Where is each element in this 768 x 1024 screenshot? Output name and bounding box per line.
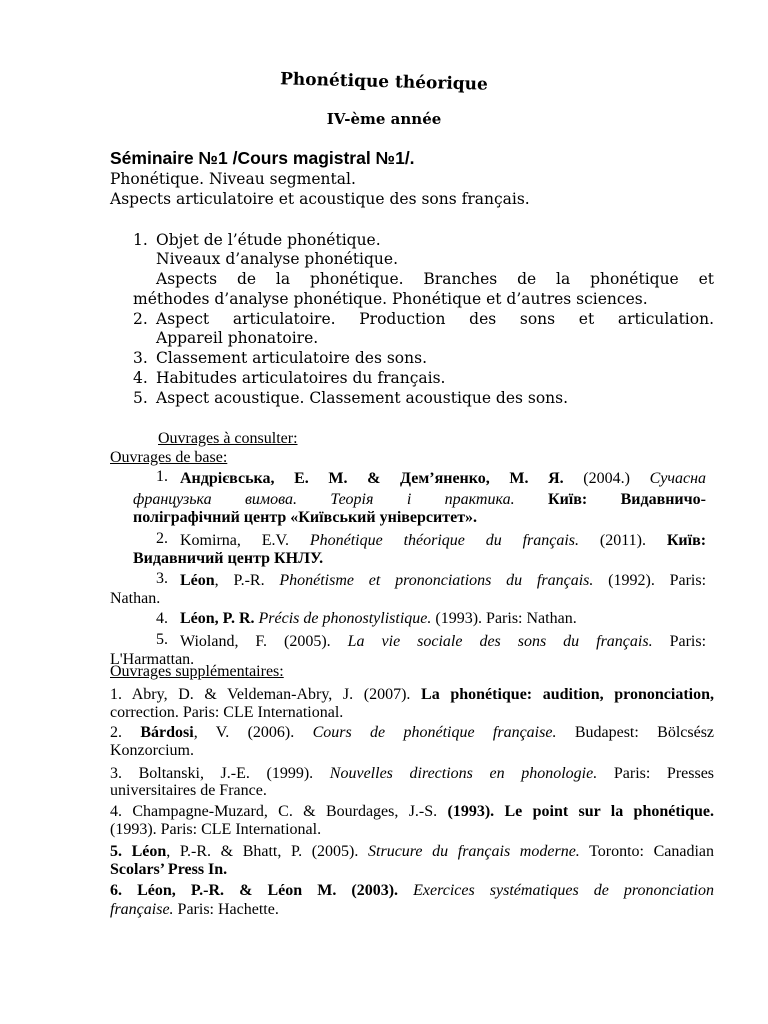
base-ref-3-line-1 (180, 570, 706, 591)
supp-ref-1-title: La phonétique: audition, prononciation, (421, 686, 715, 703)
supp-ref-2-publisher-b: Konzorcium. (110, 742, 194, 759)
seminar-topic-line-1: Phonétique. Niveau segmental. (110, 170, 356, 188)
base-ref-2-number: 2. (156, 530, 168, 547)
seminar-heading: Séminaire №1 /Cours magistral №1/. (110, 148, 415, 168)
supp-ref-6-authors: 6. Léon, P.-R. & Léon M. (2003). (110, 882, 399, 899)
supp-ref-5-publisher-b: Scolars’ Press In. (110, 861, 228, 878)
base-ref-2-year: (2011). (599, 532, 646, 549)
base-ref-5-publisher-a: Paris: (669, 633, 707, 650)
supp-ref-5-author: Léon (131, 843, 167, 860)
supp-ref-1-line-2: correction. Paris: CLE International. (110, 704, 344, 721)
outline-item-2a: Aspect articulatoire. Production des sons et articulation. (156, 310, 714, 328)
base-ref-5-line-1 (180, 631, 706, 652)
supp-ref-4-line-2: (1993). Paris: CLE International. (110, 821, 322, 838)
supp-ref-2-publisher-a: Budapest: Bölcsész (574, 724, 715, 741)
outline-number-2: 2. (133, 310, 148, 328)
outline-number-1: 1. (133, 231, 148, 249)
base-ref-1-line-2 (133, 489, 706, 510)
supp-ref-1-authors: 1. Abry, D. & Veldeman-Abry, J. (2007). (110, 686, 411, 703)
base-ref-5-publisher-b: L'Harmattan. (110, 651, 195, 668)
outline-number-4: 4. (133, 369, 148, 387)
base-ref-3-author-rest: , P.-R. (214, 572, 265, 589)
outline-item-2b: Appareil phonatoire. (156, 329, 319, 347)
supp-ref-4-year: (1993). (447, 803, 495, 820)
base-ref-1-line-1 (180, 468, 706, 489)
base-ref-2-author: Komirna, E.V. (180, 532, 289, 549)
base-ref-3-publisher-b: Nathan. (110, 590, 161, 607)
supp-ref-3-authors: 3. Boltanski, J.-E. (1999). (110, 765, 314, 782)
outline-item-1a: Objet de l’étude phonétique. (156, 231, 381, 249)
base-ref-4-author: Léon, P. R. (180, 610, 255, 627)
outline-number-3: 3. (133, 349, 148, 367)
supp-ref-5-authors-rest: , P.-R. & Bhatt, P. (2005). (166, 843, 359, 860)
document-subtitle: IV-ème année (326, 110, 442, 128)
consult-heading: Ouvrages à consulter: (158, 430, 298, 447)
outline-item-5: Aspect acoustique. Classement acoustique des sons. (156, 389, 569, 407)
supp-ref-4-authors: 4. Champagne-Muzard, C. & Bourdages, J.-S. (110, 803, 438, 820)
supp-ref-3-publisher-a: Paris: Presses (613, 765, 715, 782)
base-ref-1-publisher-a: Київ: Видавничо- (547, 491, 707, 508)
supp-ref-5-line-1 (110, 841, 714, 862)
base-ref-3-author: Léon (180, 572, 215, 589)
supp-ref-6-publisher: Paris: Hachette. (177, 901, 279, 918)
outline-item-4: Habitudes articulatoires du français. (156, 369, 446, 387)
base-ref-4-title: Précis de phonostylistique. (258, 610, 432, 627)
base-ref-4-line (180, 610, 577, 628)
supp-ref-3-title: Nouvelles directions en phonologie. (329, 765, 598, 782)
base-ref-1-publisher-b: поліграфічний центр «Київський університет». (133, 509, 478, 526)
base-ref-2-publisher-b: Видавничий центр КНЛУ. (133, 550, 324, 567)
base-ref-2-title: Phonétique théorique du français. (309, 532, 580, 549)
supp-ref-5-number: 5. (110, 843, 122, 860)
base-ref-1-title-b: французька вимова. Теорія і практика. (133, 491, 515, 508)
base-ref-2-publisher-a: Київ: (666, 532, 707, 549)
supp-ref-6-line-1 (110, 880, 714, 901)
supp-ref-2-line-1 (110, 722, 714, 743)
supp-ref-5-line-2 (110, 861, 227, 879)
outline-number-5: 5. (133, 389, 148, 407)
document-title: Phonétique théorique (279, 69, 489, 95)
base-ref-1-line-3 (133, 509, 477, 527)
supp-ref-3-line-1 (110, 763, 714, 784)
base-works-heading: Ouvrages de base: (110, 449, 228, 466)
base-ref-3-title: Phonétisme et prononciations du français. (279, 572, 594, 589)
seminar-topic-line-2: Aspects articulatoire et acoustique des sons français. (110, 190, 530, 208)
base-ref-5-author: Wioland, F. (2005). (180, 633, 331, 650)
base-ref-2-line-1 (180, 530, 706, 551)
supp-ref-4-line-1 (110, 801, 714, 822)
supplementary-heading: Ouvrages supplémentaires: (110, 663, 284, 680)
base-ref-4-rest: (1993). Paris: Nathan. (435, 610, 577, 627)
base-ref-1-authors: Андрієвська, Е. М. & Дем’яненко, М. Я. (180, 470, 564, 487)
base-ref-1-number: 1. (156, 468, 168, 485)
supp-ref-4-title: Le point sur la phonétique. (504, 803, 715, 820)
base-ref-1-title-a: Сучасна (649, 470, 707, 487)
supp-ref-5-publisher-a: Toronto: Canadian (589, 843, 715, 860)
base-ref-1-year: (2004.) (583, 470, 630, 487)
outline-item-1c-line-1: Aspects de la phonétique. Branches de la phonétique et (156, 270, 714, 288)
supp-ref-2-title: Cours de phonétique française. (312, 724, 557, 741)
supp-ref-2-year: , V. (2006). (193, 724, 295, 741)
base-ref-4-number: 4. (156, 610, 168, 627)
outline-item-3: Classement articulatoire des sons. (156, 349, 428, 367)
base-ref-3-number: 3. (156, 570, 168, 587)
supp-ref-2-number: 2. (110, 724, 122, 741)
base-ref-3-year-publisher: (1992). Paris: (608, 572, 707, 589)
supp-ref-1-line-1 (110, 684, 714, 705)
base-ref-2-line-2 (133, 550, 323, 568)
supp-ref-2-author: Bárdosi (140, 724, 194, 741)
supp-ref-6-title-a: Exercices systématiques de prononciation (413, 882, 714, 899)
base-ref-5-title: La vie sociale des sons du français. (347, 633, 653, 650)
supp-ref-6-line-2 (110, 901, 279, 919)
supp-ref-5-title: Strucure du français moderne. (368, 843, 580, 860)
supp-ref-6-title-b: française. (110, 901, 174, 918)
base-ref-5-number: 5. (156, 631, 168, 648)
outline-item-1c-line-2: méthodes d’analyse phonétique. Phonétique et d’autres sciences. (133, 290, 648, 308)
outline-item-1b: Niveaux d’analyse phonétique. (156, 250, 399, 268)
supp-ref-3-publisher-b: universitaires de France. (110, 782, 267, 799)
